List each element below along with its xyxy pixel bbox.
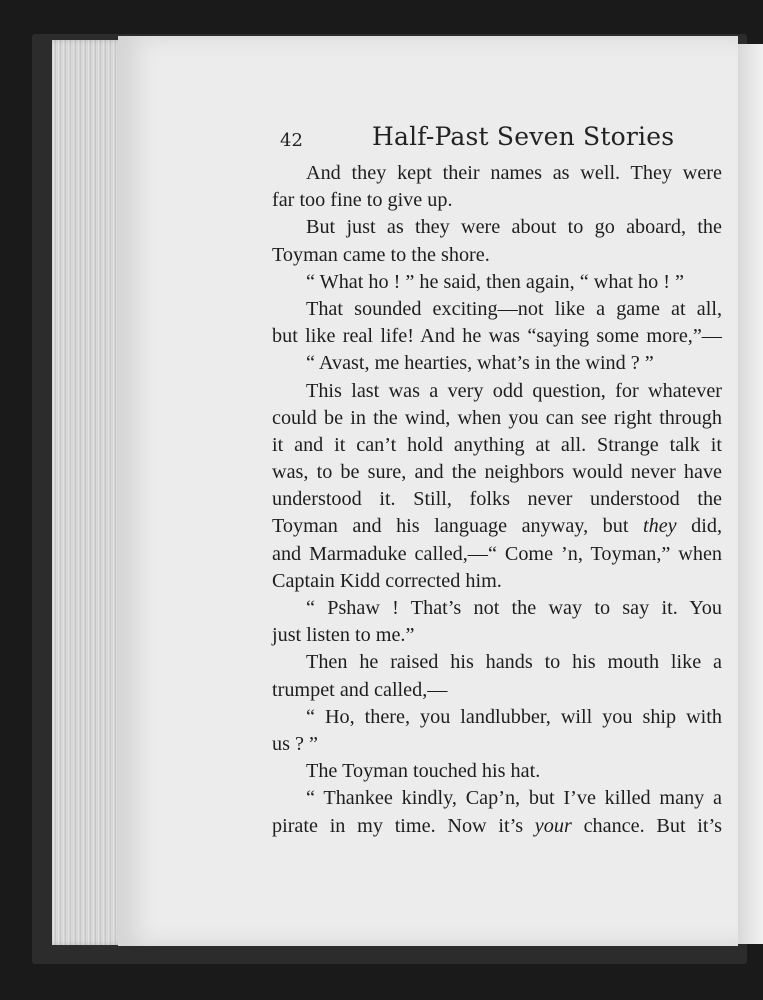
text-line: Then he raised his hands to his mouth like a [306,651,722,674]
text-line: The Toyman touched his hat. [306,760,541,783]
text-line [272,513,722,540]
text-line: it and it can’t hold anything at all. Strange talk it [272,433,722,456]
text-segment: did, [691,515,723,538]
text-line: trumpet and called,— [272,678,448,701]
text-line: but like real life! And he was “saying some more,”— [272,325,722,348]
running-title: Half-Past Seven Stories [372,122,675,151]
text-segment: Toyman and his language anyway, but [272,515,629,538]
text-line: And they kept their names as well. They were [306,162,722,184]
text-segment: chance. But it’s [583,814,722,837]
text-line: Captain Kidd corrected him. [272,569,502,592]
text-line: far too fine to give up. [272,189,453,212]
page-number: 42 [280,130,303,151]
text-line: was, to be sure, and the neighbors would never have [272,461,722,484]
italic-word: your [534,814,572,837]
facing-page-edge [738,44,763,944]
body-text [272,160,722,840]
text-line: could be in the wind, when you can see right through [272,406,722,429]
text-line: But just as they were about to go aboard, the [306,216,722,239]
text-line: understood it. Still, folks never understood the [272,488,722,511]
text-line: and Marmaduke called,—“ Come ’n, Toyman,” when [272,542,722,565]
italic-word: they [643,515,677,538]
text-line: Toyman came to the shore. [272,243,490,266]
text-line [272,813,722,840]
text-segment: pirate in my time. Now it’s [272,814,524,837]
text-line: “ Ho, there, you landlubber, will you ship with [306,705,722,728]
text-line: “ What ho ! ” he said, then again, “ what ho ! ” [306,270,685,293]
page-header [268,118,728,158]
text-line: “ Avast, me hearties, what’s in the wind ? ” [306,352,654,375]
text-line: That sounded exciting—not like a game at all, [306,297,722,320]
text-line: “ Thankee kindly, Cap’n, but I’ve killed many a [306,787,722,810]
text-line: “ Pshaw ! That’s not the way to say it. You [306,597,722,619]
text-line: This last was a very odd question, for whatever [306,379,722,402]
text-line: us ? ” [272,732,318,755]
text-line: just listen to me.” [272,624,415,647]
